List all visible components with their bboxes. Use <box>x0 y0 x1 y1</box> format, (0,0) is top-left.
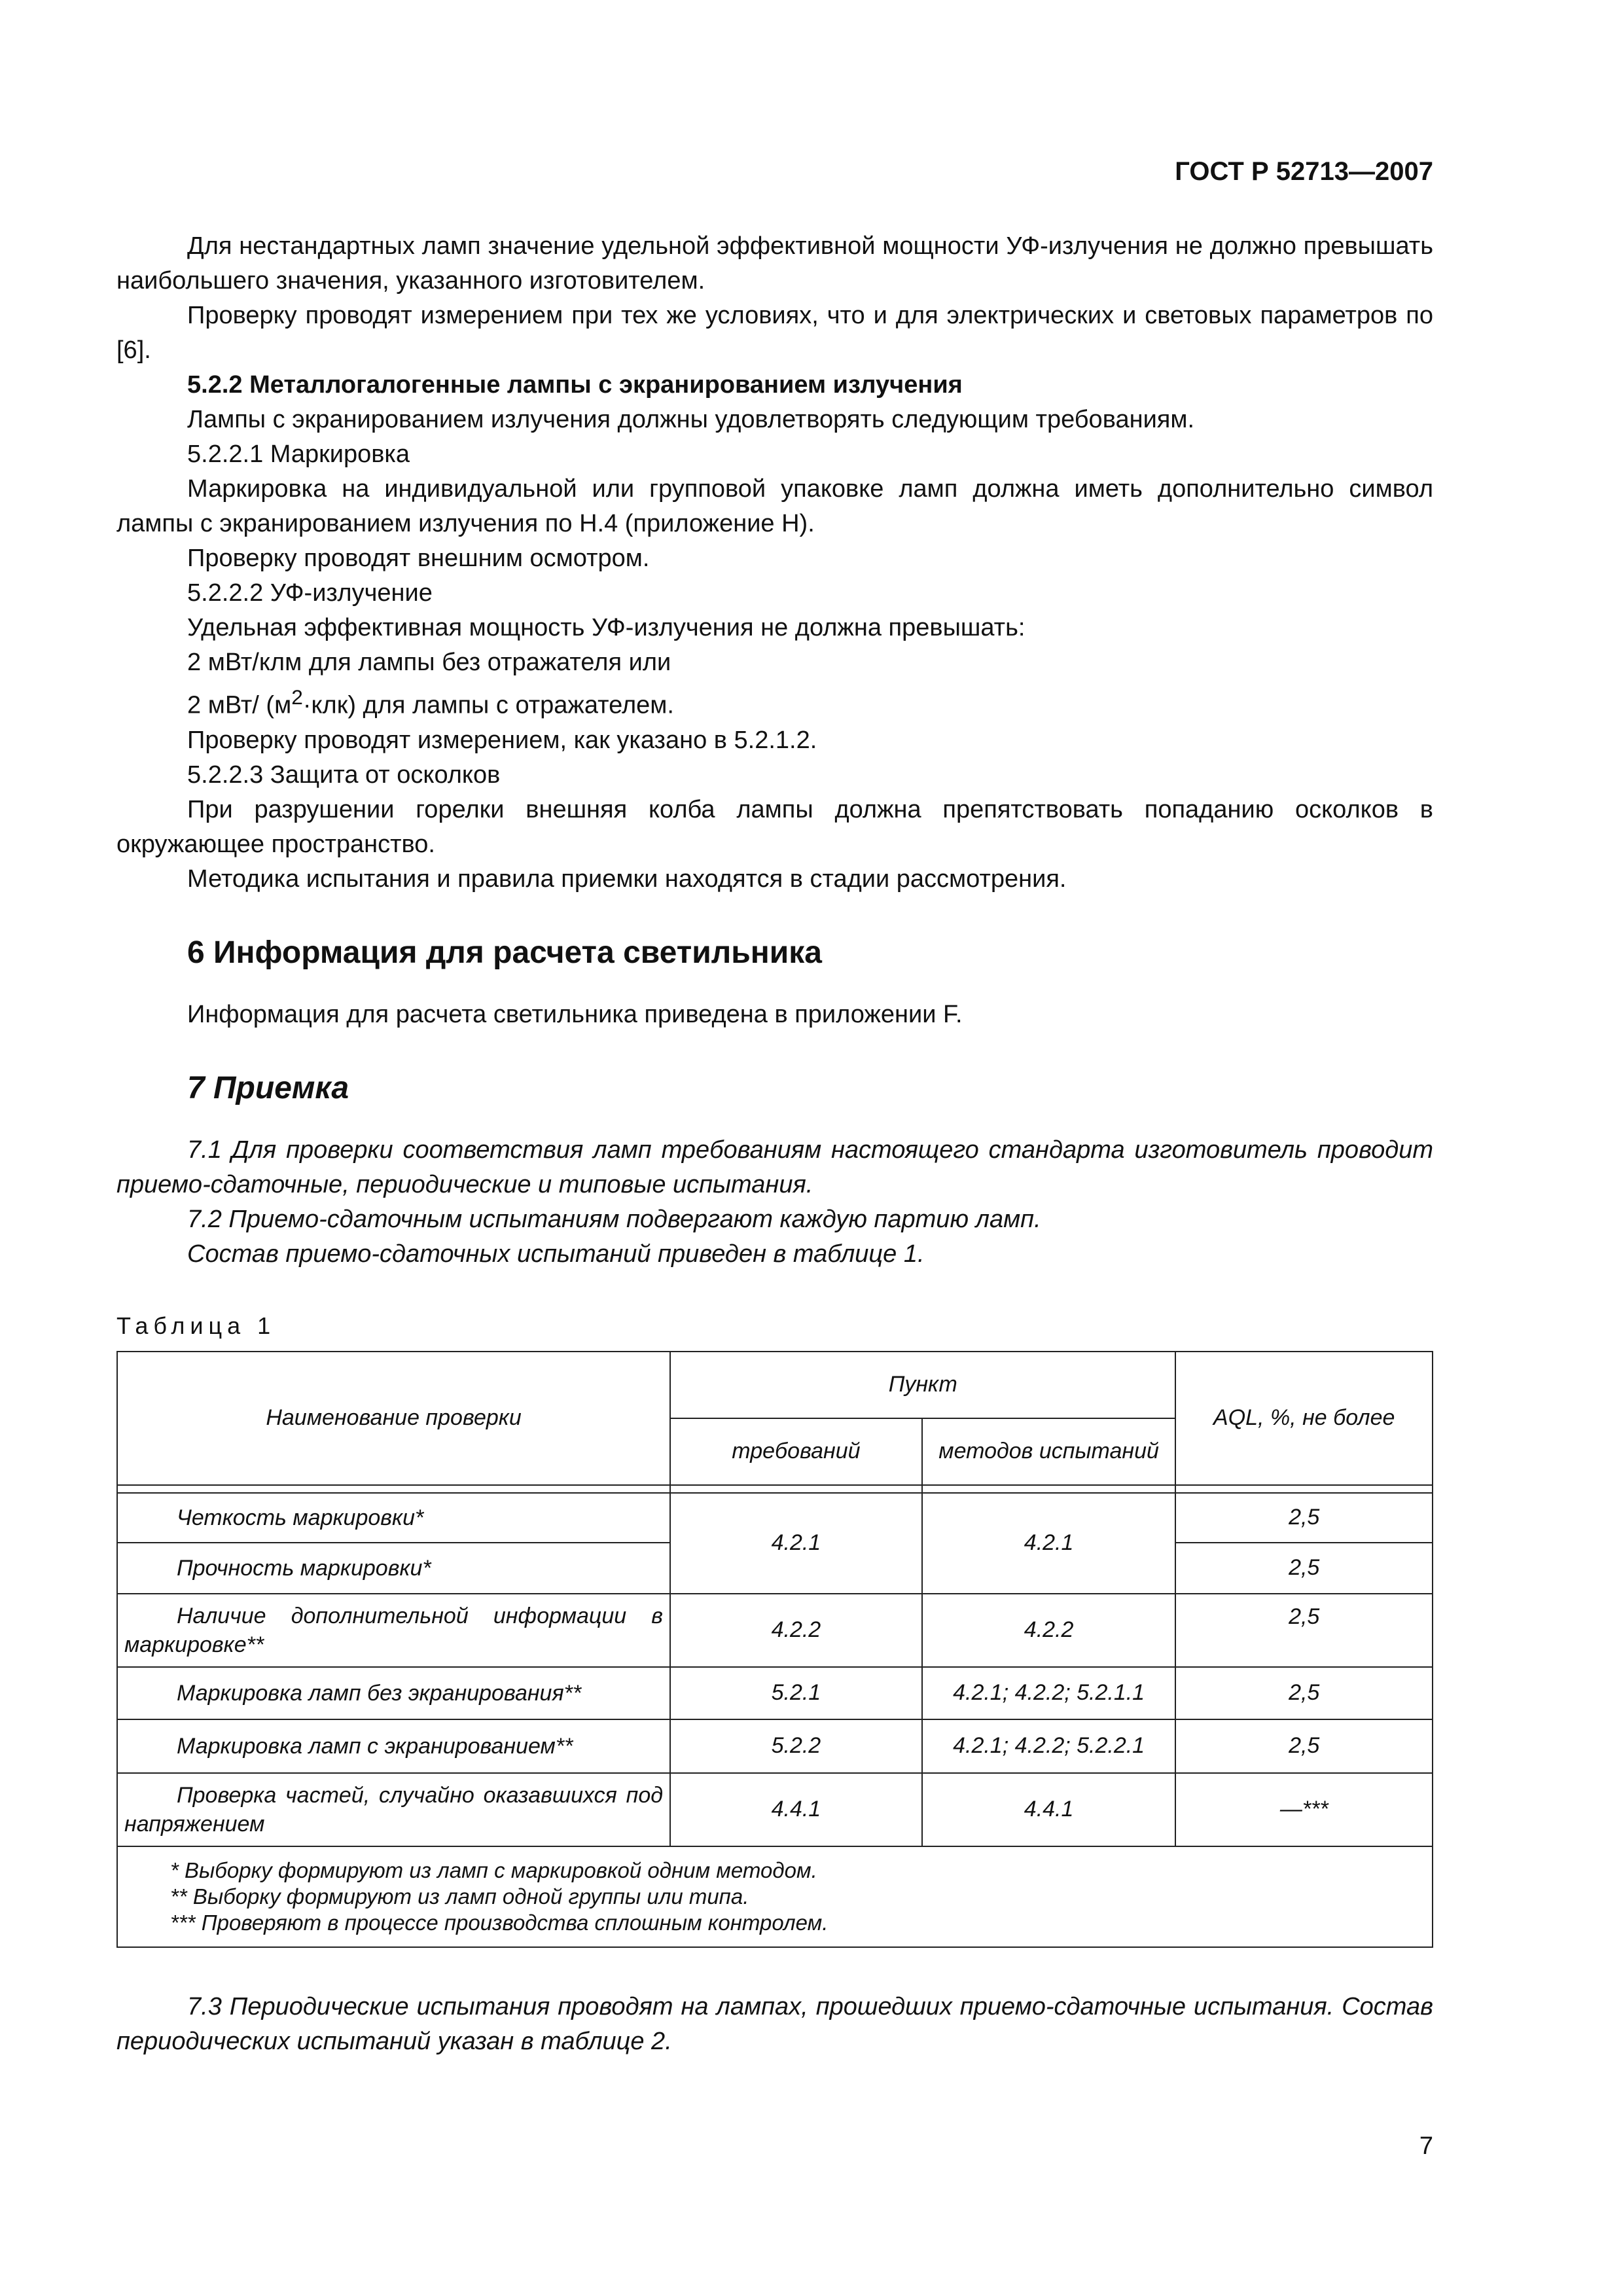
paragraph: Информация для расчета светильника приведена в приложении F. <box>187 1000 963 1028</box>
table-note: ** Выборку формируют из ламп одной группы или типа. <box>170 1884 749 1909</box>
paragraph: Проверку проводят измерением при тех же условиях, что и для электрических и световых параметров по [6]. <box>116 302 1433 364</box>
paragraph: 7.3 Периодические испытания проводят на лампах, прошедших приемо-сдаточные испытания. Состав периодических испытаний указан в таблице 2. <box>116 1992 1433 2055</box>
header-aql: AQL, %, не более <box>1175 1352 1433 1485</box>
table-1 <box>116 1351 1433 1948</box>
page-number: 7 <box>1419 2132 1433 2160</box>
table-row <box>117 1719 1433 1773</box>
text-fragment: 2 мВт/ (м <box>187 691 292 719</box>
cell-aql: 2,5 <box>1175 1493 1433 1543</box>
cell-methods: 4.4.1 <box>922 1773 1176 1846</box>
table-row <box>117 1667 1433 1719</box>
table-caption: Таблица 1 <box>116 1312 276 1339</box>
cell-req: 4.2.1 <box>670 1493 922 1594</box>
table-note: * Выборку формируют из ламп с маркировкой одним методом. <box>170 1857 817 1882</box>
cell-req: 5.2.2 <box>670 1719 922 1773</box>
paragraph: Состав приемо-сдаточных испытаний приведен в таблице 1. <box>187 1240 925 1268</box>
paragraph: Удельная эффективная мощность УФ-излучения не должна превышать: <box>187 614 1026 641</box>
document-body <box>116 229 1433 2059</box>
table-note: *** Проверяют в процессе производства сплошным контролем. <box>170 1910 829 1935</box>
header-name: Наименование проверки <box>117 1352 670 1485</box>
paragraph: 2 мВт/клм для лампы без отражателя или <box>187 649 671 676</box>
paragraph: 7.2 Приемо-сдаточным испытаниям подвергают каждую партию ламп. <box>187 1205 1041 1233</box>
clause-heading: 5.2.2.1 Маркировка <box>187 440 410 468</box>
header-punkt: Пункт <box>670 1352 1175 1418</box>
cell-name: Прочность маркировки* <box>117 1543 670 1594</box>
cell-methods: 4.2.1; 4.2.2; 5.2.2.1 <box>922 1719 1176 1773</box>
table-row <box>117 1773 1433 1846</box>
paragraph: Лампы с экранированием излучения должны удовлетворять следующим требованиям. <box>187 406 1195 433</box>
subsection-heading: 5.2.2 Металлогалогенные лампы с экранированием излучения <box>187 371 963 399</box>
paragraph: Маркировка на индивидуальной или групповой упаковке ламп должна иметь дополнительно символ лампы с экранированием излучения по Н.4 (приложение Н). <box>116 475 1433 537</box>
cell-aql: 2,5 <box>1175 1543 1433 1594</box>
text-fragment: ·клк) для лампы с отражателем. <box>302 691 674 719</box>
cell-name: Маркировка ламп с экранированием** <box>117 1719 670 1773</box>
cell-name: Проверка частей, случайно оказавшихся под напряжением <box>117 1773 670 1846</box>
superscript: 2 <box>291 685 303 709</box>
cell-methods: 4.2.1; 4.2.2; 5.2.1.1 <box>922 1667 1176 1719</box>
section-heading: 7 Приемка <box>187 1070 349 1105</box>
cell-methods: 4.2.1 <box>922 1493 1176 1594</box>
paragraph: При разрушении горелки внешняя колба лампы должна препятствовать попаданию осколков в окружающее пространство. <box>116 795 1433 858</box>
cell-req: 5.2.1 <box>670 1667 922 1719</box>
cell-req: 4.4.1 <box>670 1773 922 1846</box>
paragraph: Проверку проводят внешним осмотром. <box>187 545 650 572</box>
cell-req: 4.2.2 <box>670 1594 922 1667</box>
table-row <box>117 1594 1433 1667</box>
cell-aql: 2,5 <box>1175 1594 1433 1667</box>
cell-name: Наличие дополнительной информации в маркировке** <box>117 1594 670 1667</box>
header-methods: методов испытаний <box>922 1418 1176 1485</box>
table-row <box>117 1493 1433 1543</box>
paragraph: Методика испытания и правила приемки находятся в стадии рассмотрения. <box>187 865 1067 893</box>
header-req: требований <box>670 1418 922 1485</box>
paragraph <box>116 680 1433 723</box>
document-header: ГОСТ Р 52713—2007 <box>1175 157 1433 186</box>
cell-name: Четкость маркировки* <box>117 1493 670 1543</box>
cell-aql: —*** <box>1175 1773 1433 1846</box>
clause-heading: 5.2.2.2 УФ-излучение <box>187 579 433 607</box>
cell-methods: 4.2.2 <box>922 1594 1176 1667</box>
cell-aql: 2,5 <box>1175 1719 1433 1773</box>
section-heading: 6 Информация для расчета светильника <box>187 935 822 970</box>
paragraph: Проверку проводят измерением, как указано в 5.2.1.2. <box>187 726 817 754</box>
cell-aql: 2,5 <box>1175 1667 1433 1719</box>
table-notes <box>117 1846 1433 1947</box>
paragraph: Для нестандартных ламп значение удельной эффективной мощности УФ-излучения не должно превышать наибольшего значения, указанного изготовителем. <box>116 232 1433 295</box>
clause-heading: 5.2.2.3 Защита от осколков <box>187 761 501 789</box>
cell-name: Маркировка ламп без экранирования** <box>117 1667 670 1719</box>
paragraph: 7.1 Для проверки соответствия ламп требованиям настоящего стандарта изготовитель проводит приемо-сдаточные, периодические и типовые испытания. <box>116 1136 1433 1198</box>
table-notes-row <box>117 1846 1433 1947</box>
